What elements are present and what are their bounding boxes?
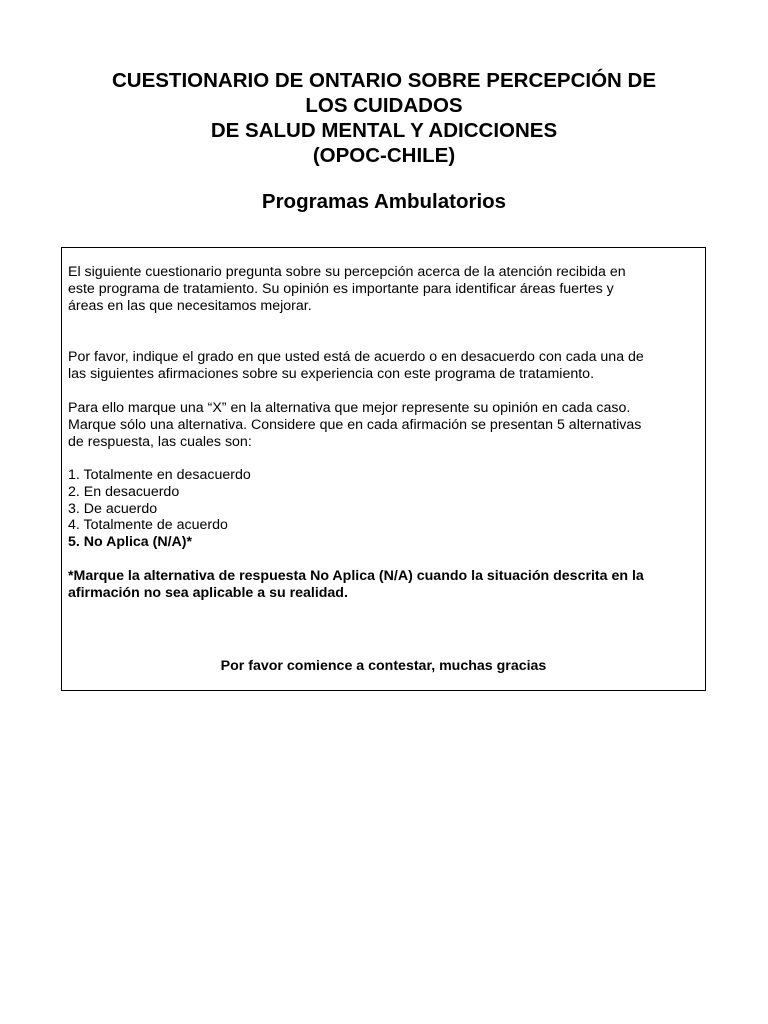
title-line-3: DE SALUD MENTAL Y ADICCIONES xyxy=(210,119,558,142)
closing-message: Por favor comience a contestar, muchas gracias xyxy=(220,658,547,674)
intro-paragraph xyxy=(68,264,700,314)
method-paragraph xyxy=(68,400,700,450)
title-line-4: (OPOC-CHILE) xyxy=(312,144,456,167)
title-line-2: LOS CUIDADOS xyxy=(305,94,463,117)
na-note xyxy=(68,568,700,602)
request-line: las siguientes afirmaciones sobre su experiencia con este programa de tratamiento. xyxy=(68,365,595,382)
method-line: de respuesta, las cuales son: xyxy=(68,433,252,450)
note-line: afirmación no sea aplicable a su realidad. xyxy=(68,584,348,601)
answer-option: 2. En desacuerdo xyxy=(68,483,180,500)
answer-option-na: 5. No Aplica (N/A)* xyxy=(68,534,193,551)
document-title xyxy=(40,68,728,168)
answer-option: 3. De acuerdo xyxy=(68,500,158,517)
note-line: *Marque la alternativa de respuesta No Aplica (N/A) cuando la situación descrita en la xyxy=(68,568,644,584)
answer-options-list xyxy=(68,467,700,551)
method-line: Marque sólo una alternativa. Considere que en cada afirmación se presentan 5 alternativas xyxy=(68,416,642,433)
intro-line: áreas en las que necesitamos mejorar. xyxy=(68,297,312,314)
intro-line: este programa de tratamiento. Su opinión es importante para identificar áreas fuertes y xyxy=(68,280,614,297)
instructions-box xyxy=(61,247,706,691)
document-subtitle: Programas Ambulatorios xyxy=(261,190,507,213)
title-line-1: CUESTIONARIO DE ONTARIO SOBRE PERCEPCIÓN DE xyxy=(111,69,657,92)
answer-option: 1. Totalmente en desacuerdo xyxy=(68,467,251,483)
request-paragraph xyxy=(68,349,700,383)
answer-option: 4. Totalmente de acuerdo xyxy=(68,517,228,534)
method-line: Para ello marque una “X” en la alternativa que mejor represente su opinión en cada caso. xyxy=(68,400,631,416)
request-line: Por favor, indique el grado en que usted está de acuerdo o en desacuerdo con cada una de xyxy=(68,349,644,365)
intro-line: El siguiente cuestionario pregunta sobre su percepción acerca de la atención recibida en xyxy=(68,264,626,280)
